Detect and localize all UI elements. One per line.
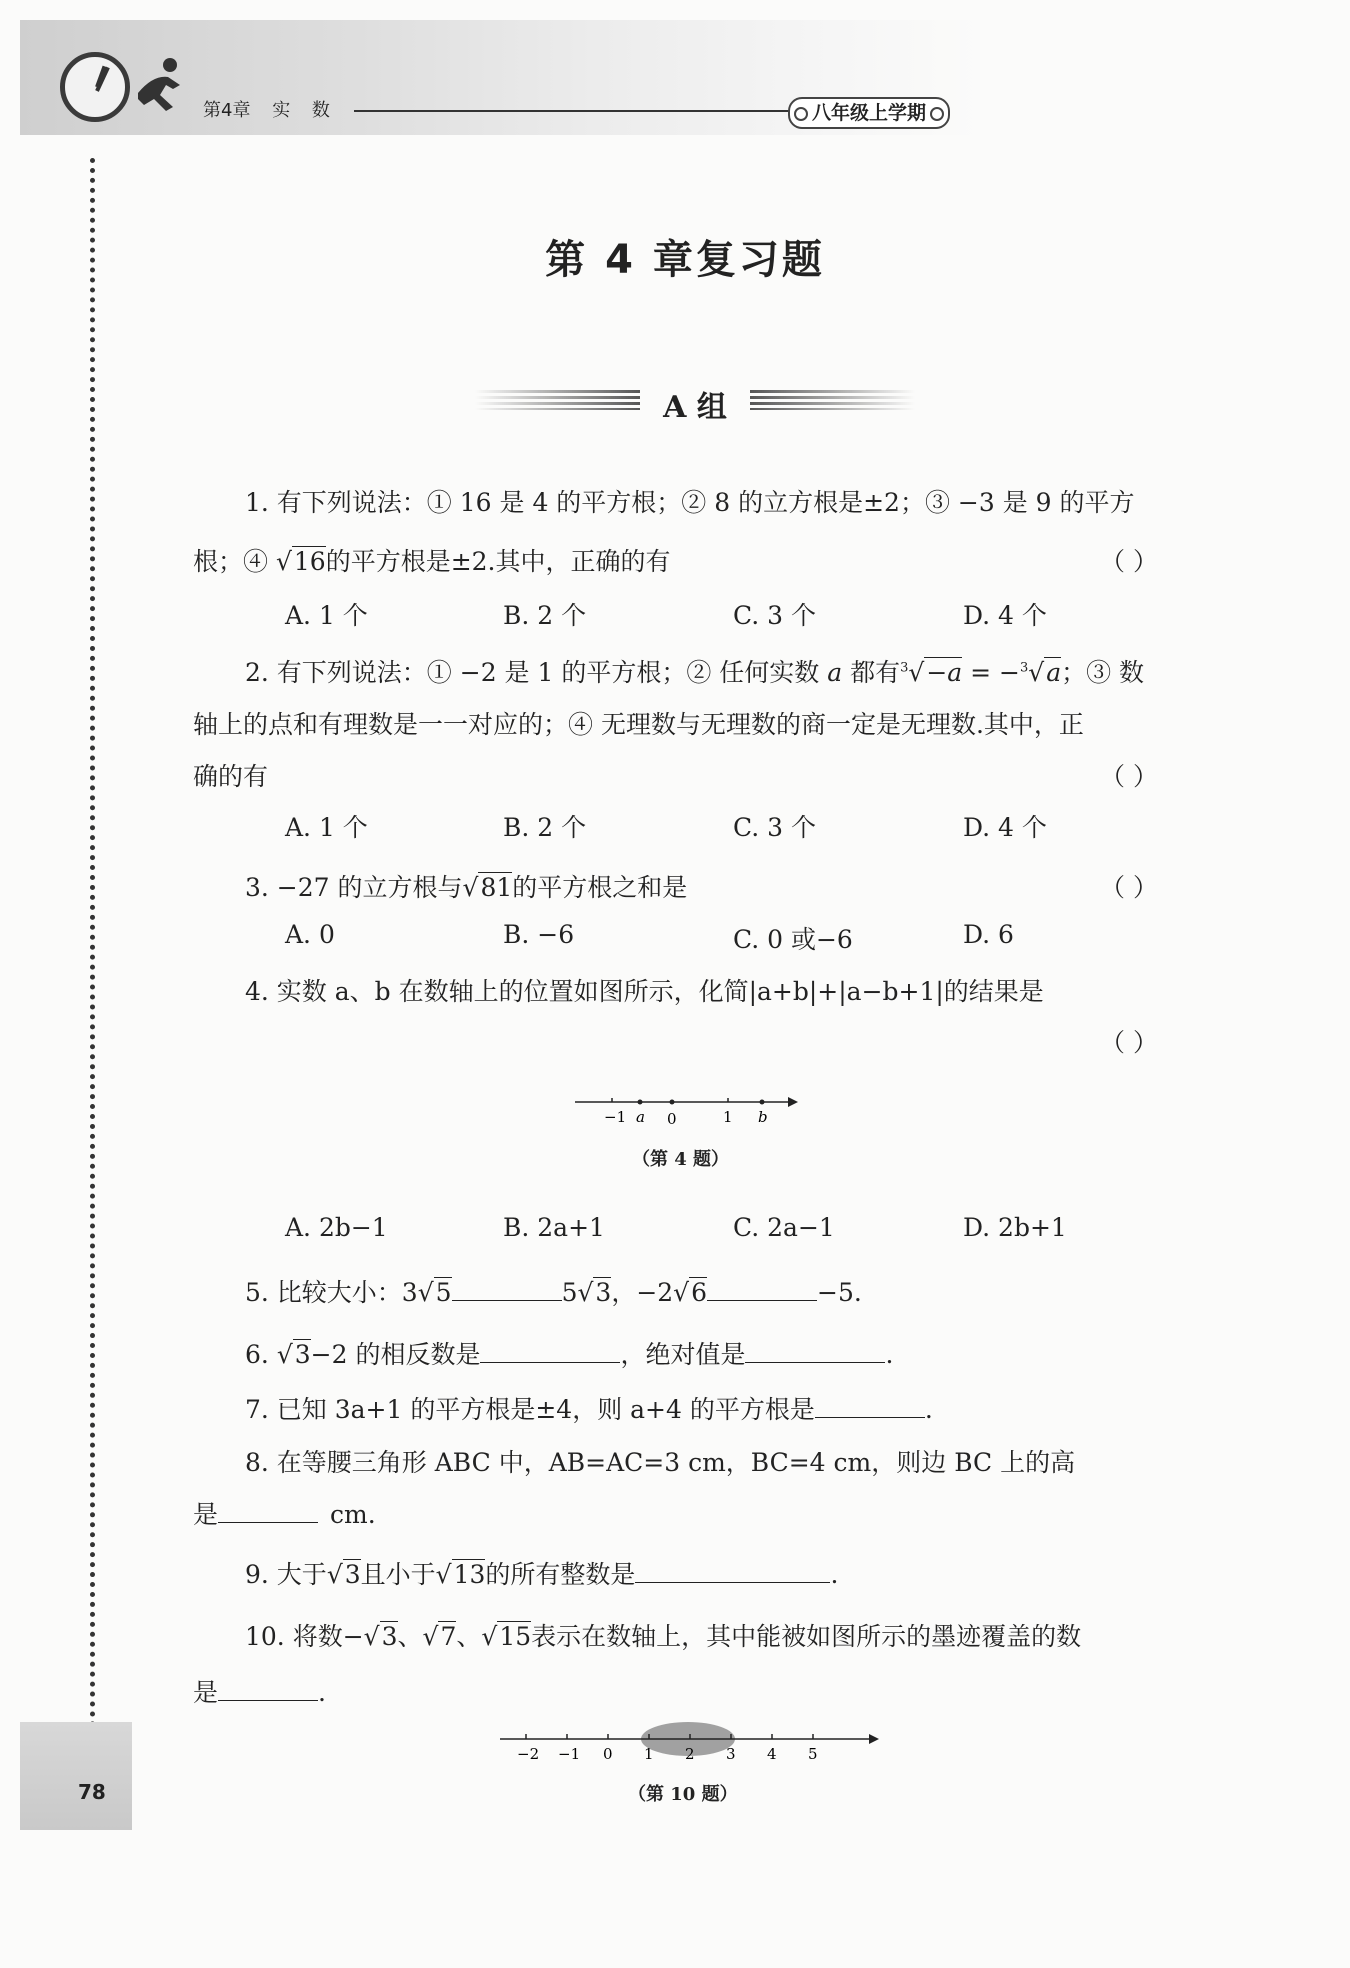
q4-label-b: b — [758, 1108, 768, 1126]
q7-blank[interactable] — [815, 1393, 925, 1418]
q1-option-a: A. 1 个 — [285, 601, 368, 630]
q4-option-c: C. 2a−1 — [733, 1213, 835, 1242]
group-heading — [475, 380, 915, 424]
q5-text-2: 5 — [561, 1278, 578, 1307]
semester-badge: 八年级上学期 — [788, 97, 950, 129]
q10-radicand-3: 15 — [499, 1622, 532, 1651]
q3-radicand: 81 — [480, 873, 513, 902]
q7-text: 7. 已知 3a+1 的平方根是±4，则 a+4 的平方根是 — [245, 1395, 815, 1424]
q10-label-2: 2 — [685, 1745, 695, 1763]
q3-option-d: D. 6 — [963, 920, 1014, 949]
q6-blank-1[interactable] — [480, 1338, 620, 1363]
q4-label-minus1: −1 — [604, 1108, 627, 1126]
q10-text: 10. 将数− — [245, 1622, 364, 1651]
q3-answer-paren: （ ） — [1100, 873, 1158, 902]
q1-option-b: B. 2 个 — [503, 601, 587, 630]
q5-blank-1[interactable] — [452, 1276, 562, 1301]
q8-line-2 — [193, 1495, 376, 1531]
q1-text-2: 的平方根是±2.其中，正确的有 — [325, 547, 671, 576]
q7-line — [245, 1390, 933, 1426]
q5-radicand-2: 3 — [595, 1278, 612, 1307]
q9-radicand-2: 13 — [453, 1560, 486, 1589]
q4-line: 4. 实数 a、b 在数轴上的位置如图所示，化简|a+b|+|a−b+1|的结果是 — [245, 977, 1044, 1006]
q3-line: 3. −27 的立方根与√81的平方根之和是 — [245, 873, 688, 902]
q3-option-c: C. 0 或−6 — [733, 925, 853, 954]
q6-line: 6. √3−2 的相反数是 ，绝对值是 . — [245, 1340, 894, 1369]
q2-line-2: 轴上的点和有理数是一一对应的；④ 无理数与无理数的商一定是无理数.其中，正 — [193, 710, 1084, 739]
q2-text: 2. 有下列说法：① −2 是 1 的平方根；② 任何实数 — [245, 658, 828, 687]
q10-text-4: . — [318, 1678, 326, 1707]
q2-option-c: C. 3 个 — [733, 813, 816, 842]
page-number: 78 — [78, 1780, 106, 1804]
q1-option-c: C. 3 个 — [733, 601, 816, 630]
q5-text: 5. 比较大小：3 — [245, 1278, 418, 1307]
q10-label-minus2: −2 — [517, 1745, 540, 1763]
page-number-box — [20, 1722, 132, 1830]
q8-text-2: cm. — [330, 1500, 376, 1529]
q2-option-b: B. 2 个 — [503, 813, 587, 842]
q3-text-2: 的平方根之和是 — [512, 873, 688, 902]
q10-label-1: 1 — [644, 1745, 654, 1763]
q4-option-a: A. 2b−1 — [285, 1213, 388, 1242]
q1-option-d: D. 4 个 — [963, 601, 1047, 630]
q10-figure-caption: （第 10 题） — [628, 1784, 738, 1805]
q9-text-4: . — [830, 1560, 839, 1589]
q1-line-2: 根；④ √16的平方根是±2.其中，正确的有 — [193, 547, 671, 576]
q9-radicand-1: 3 — [344, 1560, 361, 1589]
q4-label-a: a — [636, 1108, 645, 1126]
header-rule — [354, 110, 794, 112]
q10-radicand-2: 7 — [440, 1622, 457, 1651]
q4-point-zero — [670, 1100, 675, 1105]
q2-line-3: 确的有 — [193, 762, 269, 791]
q9-text-2: 且小于 — [360, 1560, 436, 1589]
q10-label-5: 5 — [808, 1745, 818, 1763]
q5-text-3: ，−2 — [611, 1278, 674, 1307]
q4-number-line — [570, 1090, 800, 1130]
q1-radicand: 16 — [293, 547, 326, 576]
q4-option-b: B. 2a+1 — [503, 1213, 605, 1242]
q5-radicand-3: 6 — [691, 1278, 708, 1307]
runner-icon — [118, 55, 193, 115]
q2-option-d: D. 4 个 — [963, 813, 1047, 842]
q1-text: 根；④ — [193, 547, 276, 576]
q8-text: 是 — [193, 1500, 219, 1529]
q9-blank[interactable] — [635, 1558, 830, 1583]
q4-option-d: D. 2b+1 — [963, 1213, 1067, 1242]
q2-option-a: A. 1 个 — [285, 813, 368, 842]
q10-radicand-1: 3 — [381, 1622, 398, 1651]
q10-line-2 — [193, 1673, 326, 1709]
q3-option-a: A. 0 — [285, 920, 335, 949]
q2-radicand-1: −a — [926, 658, 963, 687]
q6-text: 6. — [245, 1340, 277, 1369]
q2-text-3: = − — [962, 658, 1020, 687]
q1-line-1: 1. 有下列说法：① 16 是 4 的平方根；② 8 的立方根是±2；③ −3 是 9 的平方 — [245, 488, 1135, 517]
q4-point-a — [638, 1100, 643, 1105]
group-heading-right-bars — [750, 390, 915, 410]
chapter-word-2: 数 — [311, 100, 330, 121]
q10-text-2: 表示在数轴上，其中能被如图所示的墨迹覆盖的数 — [531, 1622, 1082, 1651]
q3-text: 3. −27 的立方根与 — [245, 873, 463, 902]
q8-blank[interactable] — [218, 1498, 318, 1523]
q4-point-b — [760, 1100, 765, 1105]
q5-text-4: −5. — [817, 1278, 862, 1307]
q5-line: 5. 比较大小：3√5 5√3，−2√6 −5. — [245, 1278, 862, 1307]
q6-blank-2[interactable] — [745, 1338, 885, 1363]
chapter-word-1: 实 — [272, 100, 291, 121]
q6-text-3: ，绝对值是 — [620, 1340, 746, 1369]
q5-radicand-1: 5 — [435, 1278, 452, 1307]
q10-sep-1: 、 — [397, 1622, 423, 1651]
chapter-number: 第4章 — [203, 100, 251, 121]
q2-var: a — [827, 658, 843, 687]
chapter-label — [203, 96, 346, 122]
q6-text-2: −2 的相反数是 — [310, 1340, 481, 1369]
q6-text-4: . — [885, 1340, 894, 1369]
q10-number-line — [495, 1726, 880, 1766]
q10-label-0: 0 — [603, 1745, 613, 1763]
dotted-margin-line — [90, 158, 95, 1728]
q9-line: 9. 大于√3且小于√13的所有整数是 . — [245, 1560, 839, 1589]
q5-blank-2[interactable] — [707, 1276, 817, 1301]
q4-answer-paren: （ ） — [1100, 1028, 1158, 1057]
q4-label-1: 1 — [723, 1108, 733, 1126]
q8-line-1: 8. 在等腰三角形 ABC 中，AB=AC=3 cm，BC=4 cm，则边 BC 上的高 — [245, 1448, 1076, 1477]
q9-text-3: 的所有整数是 — [485, 1560, 636, 1589]
q2-line-1: 2. 有下列说法：① −2 是 1 的平方根；② 任何实数 a 都有$^3$√−a = −$^3$√a；③ 数 — [245, 658, 1145, 687]
q2-radicand-2: a — [1046, 658, 1062, 687]
q2-text-2: 都有 — [842, 658, 901, 687]
q7-text-2: . — [924, 1395, 933, 1424]
q2-answer-paren: （ ） — [1100, 762, 1158, 791]
page-title: 第 4 章复习题 — [545, 237, 825, 283]
q4-label-zero: 0 — [667, 1110, 677, 1128]
group-heading-label: A 组 — [663, 390, 727, 425]
q10-blank[interactable] — [218, 1676, 318, 1701]
q10-label-3: 3 — [726, 1745, 736, 1763]
q6-radicand: 3 — [294, 1340, 311, 1369]
q3-option-b: B. −6 — [503, 920, 575, 949]
q10-line-1: 10. 将数−√3、√7、√15表示在数轴上，其中能被如图所示的墨迹覆盖的数 — [245, 1622, 1082, 1651]
q10-sep-2: 、 — [456, 1622, 482, 1651]
q9-text: 9. 大于 — [245, 1560, 327, 1589]
q10-text-3: 是 — [193, 1678, 219, 1707]
q2-text-4: ；③ 数 — [1061, 658, 1145, 687]
q4-figure-caption: （第 4 题） — [632, 1149, 730, 1170]
q1-answer-paren: （ ） — [1100, 547, 1158, 576]
q10-label-minus1: −1 — [558, 1745, 581, 1763]
q10-label-4: 4 — [767, 1745, 777, 1763]
